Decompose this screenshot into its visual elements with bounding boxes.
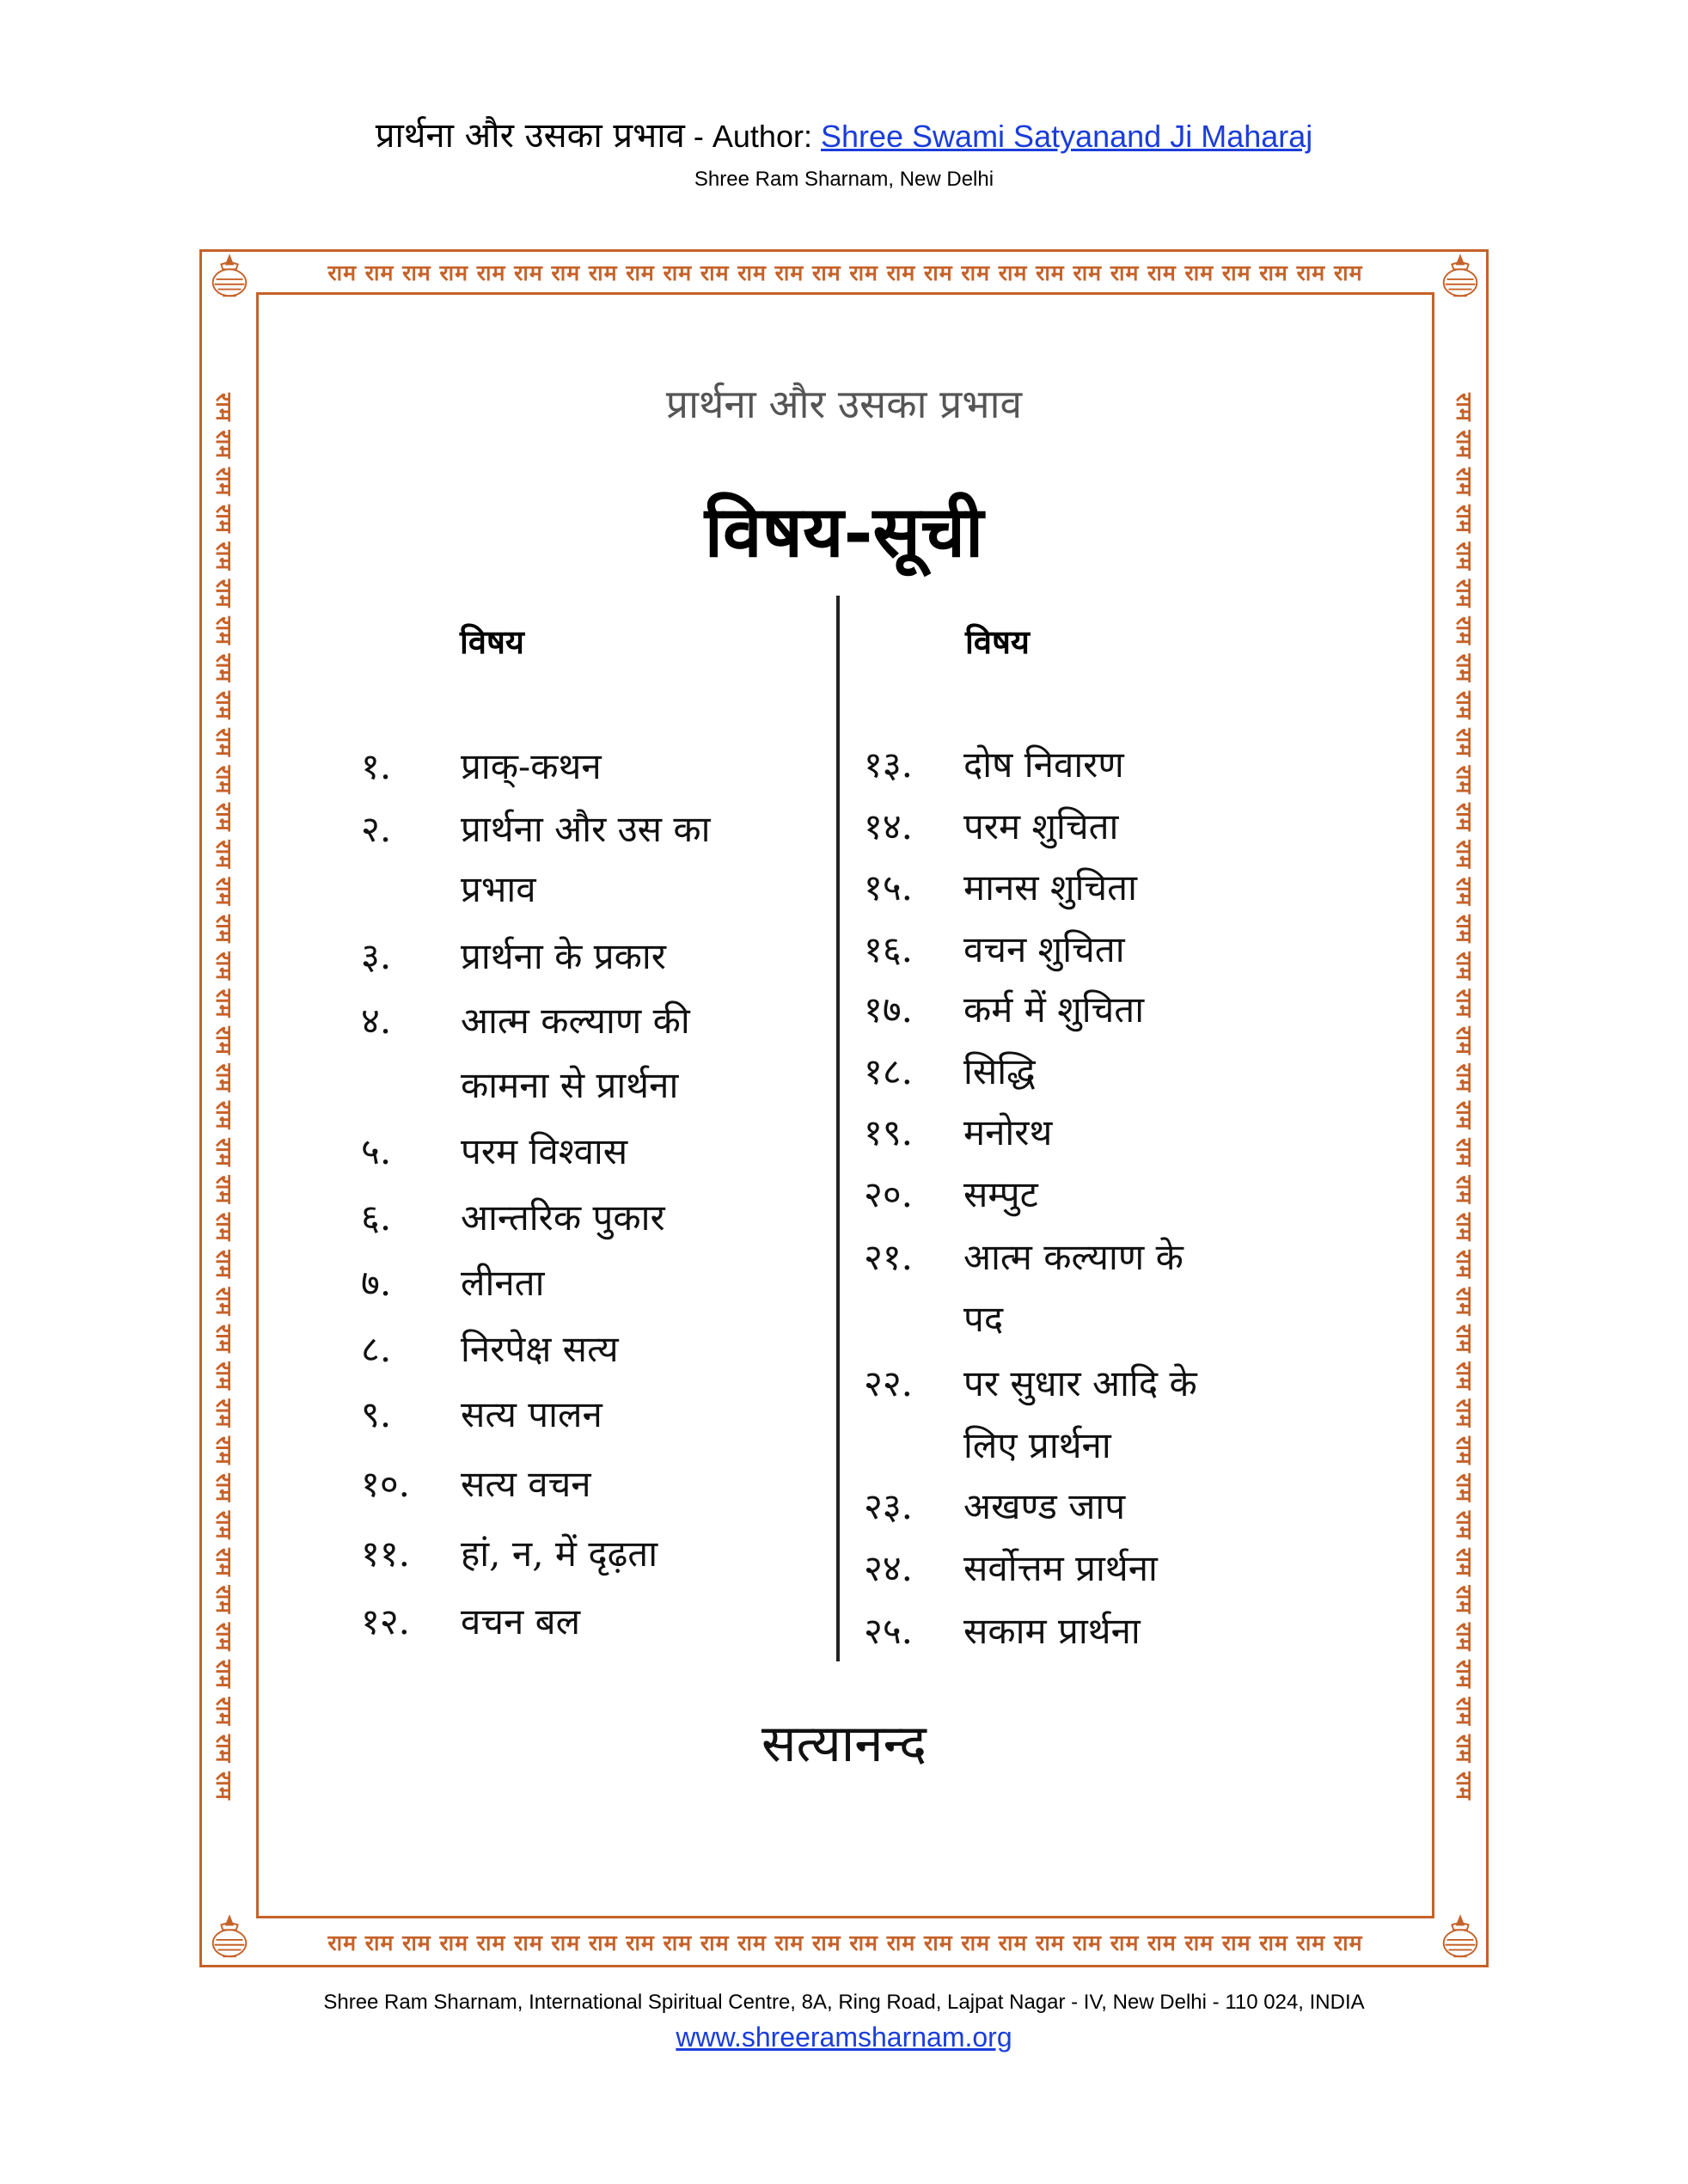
toc-item-text: परम विश्वास — [461, 1130, 628, 1172]
border-ram-right: राम राम राम राम राम राम राम राम राम राम राम राम राम राम राम राम राम राम राम राम राम राम राम राम राम राम राम राम राम राम राम राम राम राम राम राम राम राम — [1452, 393, 1477, 1801]
toc-item-number: १८. — [864, 1050, 914, 1092]
toc-item-text: दोष निवारण — [963, 743, 1124, 786]
column-divider — [836, 596, 840, 1661]
toc-item-number: १६. — [864, 928, 914, 970]
toc-item-number: ३. — [361, 935, 392, 977]
toc-item-number: ८. — [361, 1328, 392, 1370]
toc-item-text: लीनता — [461, 1262, 545, 1304]
toc-item-number: २१. — [864, 1236, 914, 1278]
toc-item-text: कर्म में शुचिता — [963, 988, 1145, 1031]
toc-item-text: सत्य पालन — [461, 1393, 602, 1435]
toc-item-number: २०. — [864, 1173, 914, 1215]
toc-item-number: १. — [361, 745, 392, 787]
toc-item-text: वचन शुचिता — [963, 928, 1125, 970]
toc-item-number: १९. — [864, 1111, 914, 1153]
border-ram-left: राम राम राम राम राम राम राम राम राम राम राम राम राम राम राम राम राम राम राम राम राम राम राम राम राम राम राम राम राम राम राम राम राम राम राम राम राम राम — [211, 393, 236, 1801]
footer-address: Shree Ram Sharnam, International Spiritual Centre, 8A, Ring Road, Lajpat Nagar - IV, New Delhi - 110 024, INDIA — [323, 1991, 1365, 2014]
footer-website-container — [0, 2022, 1688, 2053]
left-column-heading: विषय — [460, 622, 524, 661]
toc-item-number: २३. — [864, 1485, 914, 1527]
toc-item-number: ५. — [361, 1130, 392, 1172]
toc-item-number: ७. — [361, 1262, 392, 1304]
toc-item-number: १५. — [864, 866, 914, 908]
toc-item-text: सर्वोत्तम प्रार्थना — [963, 1547, 1158, 1589]
toc-item-text: पर सुधार आदि के — [963, 1362, 1197, 1404]
toc-item-text: निरपेक्ष सत्य — [461, 1328, 619, 1370]
border-ram-top: राम राम राम राम राम राम राम राम राम राम राम राम राम राम राम राम राम राम राम राम राम राम राम राम राम राम राम राम — [327, 260, 1363, 285]
toc-item-number: १२. — [361, 1600, 411, 1643]
toc-item-text: मनोरथ — [963, 1111, 1053, 1153]
right-column-heading: विषय — [965, 622, 1030, 661]
toc-item-text: प्राक्-कथन — [461, 745, 602, 787]
toc-item-text: सिद्धि — [963, 1050, 1036, 1092]
toc-item-text: सकाम प्रार्थना — [963, 1610, 1141, 1652]
toc-item-text: कामना से प्रार्थना — [461, 1064, 679, 1106]
page-header — [0, 110, 1688, 157]
toc-item-number: ११. — [361, 1532, 411, 1575]
toc-item-number: १०. — [361, 1463, 411, 1505]
signature: सत्यानन्द — [761, 1714, 927, 1774]
toc-item-text: पद — [963, 1298, 1004, 1340]
kalash-icon — [1435, 253, 1485, 303]
author-label: - Author: — [684, 119, 821, 154]
footer-website-link[interactable]: www.shreeramsharnam.org — [676, 2022, 1012, 2052]
document-subtitle: प्रार्थना और उसका प्रभाव — [665, 381, 1023, 427]
document-title: विषय-सूची — [704, 491, 984, 573]
header-subtitle: Shree Ram Sharnam, New Delhi — [694, 168, 994, 191]
toc-item-number: १७. — [864, 988, 914, 1031]
toc-item-number: २. — [361, 808, 392, 850]
toc-item-number: १४. — [864, 805, 914, 847]
toc-item-text: वचन बल — [461, 1600, 581, 1643]
toc-item-number: २५. — [864, 1610, 914, 1652]
toc-item-text: मानस शुचिता — [963, 866, 1137, 908]
toc-item-text: प्रार्थना के प्रकार — [461, 935, 666, 977]
toc-item-text: आत्म कल्याण के — [963, 1236, 1183, 1278]
toc-item-text: परम शुचिता — [963, 805, 1119, 847]
header-title: प्रार्थना और उसका प्रभाव — [375, 116, 685, 156]
toc-item-text: अखण्ड जाप — [963, 1485, 1126, 1527]
author-link[interactable]: Shree Swami Satyanand Ji Maharaj — [820, 119, 1313, 154]
toc-item-number: ४. — [361, 1000, 392, 1042]
toc-item-text: हां, न, में दृढ़ता — [461, 1532, 658, 1575]
toc-item-number: ९. — [361, 1393, 392, 1435]
toc-item-text: आन्तरिक पुकार — [461, 1196, 665, 1239]
kalash-icon — [205, 1913, 254, 1963]
kalash-icon — [1435, 1913, 1485, 1963]
toc-item-number: ६. — [361, 1196, 392, 1239]
toc-item-number: २२. — [864, 1362, 914, 1404]
toc-item-text: प्रार्थना और उस का — [461, 808, 711, 850]
toc-item-text: प्रभाव — [461, 868, 536, 910]
toc-item-text: आत्म कल्याण की — [461, 1000, 690, 1042]
border-ram-bottom: राम राम राम राम राम राम राम राम राम राम राम राम राम राम राम राम राम राम राम राम राम राम राम राम राम राम राम राम — [327, 1930, 1363, 1955]
toc-item-text: सम्पुट — [963, 1173, 1038, 1215]
toc-item-number: १३. — [864, 743, 914, 786]
kalash-icon — [205, 253, 254, 303]
toc-item-text: सत्य वचन — [461, 1463, 591, 1505]
toc-item-text: लिए प्रार्थना — [963, 1424, 1111, 1466]
toc-item-number: २४. — [864, 1547, 914, 1589]
